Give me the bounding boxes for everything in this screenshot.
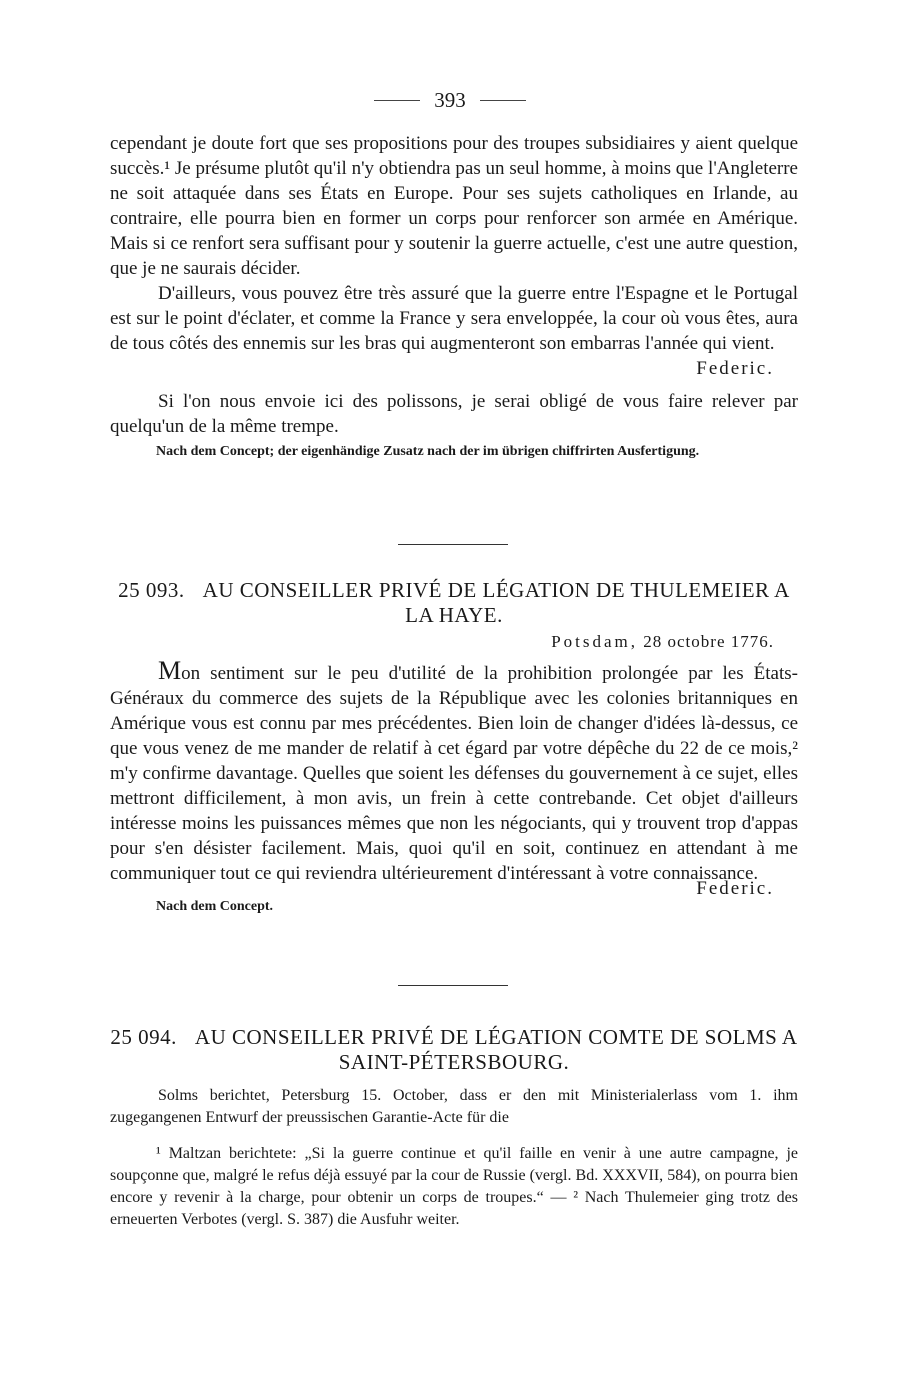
letter-title: AU CONSEILLER PRIVÉ DE LÉGATION COMTE DE SOLMS A SAINT-PÉTERSBOURG. (194, 1025, 798, 1074)
letter-body (110, 658, 798, 886)
letter-summary: Solms berichtet, Petersburg 15. October, dass er den mit Ministerialerlass vom 1. ihm zugegangenen Entwurf der preussischen Garantie-Acte für die (110, 1087, 798, 1126)
paragraph-1: cependant je doute fort que ses propositions pour des troupes subsidiaires y aient quelque succès.¹ Je présume plutôt qu'il n'y obtiendra pas un seul homme, à moins que l'Angleterre ne soit attaquée dans ses États en Europe. Pour ses sujets catholiques en Irlande, au contraire, elle pourra bien en former un corps pour renforcer son armée en Amérique. Mais si ce renfort sera suffisant pour y soutenir la guerre actuelle, c'est une autre question, que je ne saurais décider. (110, 133, 798, 279)
source-note: Nach dem Concept. (156, 899, 274, 914)
letter-heading (110, 1025, 798, 1075)
signature: Federic. (696, 358, 774, 379)
letter-heading (110, 578, 798, 628)
letter-number: 25 094. (110, 1025, 177, 1049)
letter-25094 (110, 1025, 798, 1129)
letter-25093 (110, 578, 798, 916)
letter-number: 25 093. (118, 578, 185, 602)
page-number: 393 (434, 88, 466, 112)
footnote-text: ¹ Maltzan berichtete: „Si la guerre continue et qu'il faille en venir à une autre campagne, je soupçonne que, malgré le refus déjà essuyé par la cour de Russie (vergl. Bd. XXXVII, 584), on pourra bien encore y revenir à la charge, pour obtenir un corps de troupes.“ — ² Nach Thulemeier ging trotz des erneuerten Verbotes (vergl. S. 387) die Ausfuhr weiter. (110, 1145, 798, 1228)
letter-body-text: on sentiment sur le peu d'utilité de la prohibition prolongée par les États-Généraux du commerce des sujets de la République avec les colonies britanniques en Amérique vous est connu par mes précédentes. Bien loin de changer d'idées là-dessus, ce que vous venez de me mander de relatif à cet égard par votre dépêche du 22 de ce mois,² m'y confirme davantage. Quelles que soient les défenses du gouvernement à ce sujet, elles mettront difficilement, à mon avis, un frein à cette contrebande. Cet objet d'ailleurs intéresse moins les puissances mêmes que non les négociants, qui y trouvent trop d'appas pour s'en désister facilement. Mais, quoi qu'il en soit, continuez en attendant à me communiquer tout ce qui reviendra ultérieurement d'intéressant à votre connaissance. (110, 663, 798, 884)
letter-continuation (110, 131, 798, 461)
header-rule-left (374, 100, 420, 101)
dateline-date: 28 octobre 1776. (643, 632, 774, 651)
section-divider (398, 985, 508, 986)
letter-title: AU CONSEILLER PRIVÉ DE LÉGATION DE THULEMEIER A LA HAYE. (202, 578, 790, 627)
section-divider (398, 544, 508, 545)
signature: Federic. (696, 878, 774, 899)
dateline (110, 632, 798, 652)
postscript: Si l'on nous envoie ici des polissons, je serai obligé de vous faire relever par quelqu'un de la même trempe. (110, 391, 798, 437)
drop-initial: M (158, 656, 182, 685)
page-header (0, 88, 900, 113)
dateline-place: Potsdam, (551, 632, 639, 651)
footnotes (110, 1143, 798, 1231)
header-rule-right (480, 100, 526, 101)
source-note: Nach dem Concept; der eigenhändige Zusatz nach der im übrigen chiffrirten Ausfertigung. (156, 444, 700, 459)
paragraph-2: D'ailleurs, vous pouvez être très assuré que la guerre entre l'Espagne et le Portugal est sur le point d'éclater, et comme la France y sera enveloppée, la cour où vous êtes, aura de tous côtés des ennemis sur les bras qui augmenteront son embarras l'année qui vient. (110, 283, 798, 354)
